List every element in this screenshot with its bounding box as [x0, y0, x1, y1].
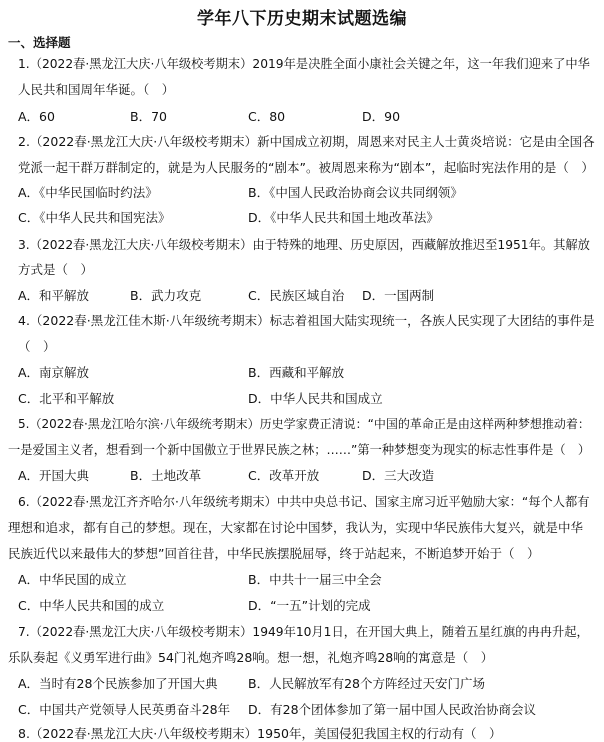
section-heading: 一、选择题	[8, 35, 71, 50]
q2-option-a[interactable]: A．《中华民国临时约法》	[18, 185, 158, 200]
q6-line-1: 6.（2022春·黑龙江齐齐哈尔·八年级统考期末）中共中央总书记、国家主席习近平勉励大家：“每个人都有	[18, 495, 590, 509]
q6-line-3: 民族近代以来最伟大的梦想”回首往昔，中华民族摆脱屈辱，终于站起来，不断追梦开始于（ ）	[8, 546, 540, 561]
q5-option-d[interactable]: D．三大改造	[362, 468, 435, 483]
q4-line-2: （ ）	[18, 339, 56, 354]
q7-option-a[interactable]: A．当时有28个民族参加了开国大典	[18, 676, 218, 691]
q4-option-c[interactable]: C．北平和平解放	[18, 391, 115, 406]
q1-option-c[interactable]: C．80	[248, 109, 286, 124]
q2-line-2: 党派一起干群万群制定的，就是为人民服务的“剧本”。被周恩来称为“剧本”，起临时宪法作用的是（ ）	[18, 160, 594, 175]
q5-option-b[interactable]: B．土地改革	[130, 468, 202, 483]
q1-line-1: 1.（2022春·黑龙江大庆·八年级校考期末）2019年是决胜全面小康社会关键之年，这一年我们迎来了中华	[18, 57, 590, 71]
q1-option-a[interactable]: A．60	[18, 109, 55, 124]
q3-line-2: 方式是（ ）	[18, 262, 94, 277]
q2-line-1: 2.（2022春·黑龙江大庆·八年级校考期末）新中国成立初期，周恩来对民主人士黄炎培说：它是由全国各	[18, 134, 595, 149]
q7-line-2: 乐队奏起《义勇军进行曲》54门礼炮齐鸣28响。想一想，礼炮齐鸣28响的寓意是（ ）	[8, 650, 494, 665]
q2-option-c[interactable]: C．《中华人民共和国宪法》	[18, 210, 171, 225]
q7-option-b[interactable]: B．人民解放军有28个方阵经过天安门广场	[248, 676, 485, 691]
q1-option-d[interactable]: D．90	[362, 109, 401, 124]
q1-line-2: 人民共和国周年华诞。（ ）	[18, 82, 175, 97]
q6-option-d[interactable]: D．“一五”计划的完成	[248, 598, 371, 613]
q5-line-2: 一是爱国主义者，想看到一个新中国傲立于世界民族之林；……”第一种梦想变为现实的标志性事件是（ ）	[8, 443, 591, 457]
q2-option-d[interactable]: D．《中华人民共和国土地改革法》	[248, 210, 439, 225]
q4-line-1: 4.（2022春·黑龙江佳木斯·八年级统考期末）标志着祖国大陆实现统一，各族人民实现了大团结的事件是	[18, 313, 595, 328]
q7-option-d[interactable]: D．有28个团体参加了第一届中国人民政治协商会议	[248, 702, 537, 717]
q6-option-a[interactable]: A．中华民国的成立	[18, 572, 127, 587]
q6-option-c[interactable]: C．中华人民共和国的成立	[18, 598, 165, 613]
q4-option-a[interactable]: A．南京解放	[18, 365, 90, 380]
q8-line-1: 8.（2022春·黑龙江大庆·八年级校考期末）1950年，美国侵犯我国主权的行动有（ ）	[18, 726, 502, 741]
q3-option-c[interactable]: C．民族区域自治	[248, 288, 345, 303]
q3-line-1: 3.（2022春·黑龙江大庆·八年级校考期末）由于特殊的地理、历史原因，西藏解放推迟至1951年。其解放	[18, 238, 590, 252]
q3-option-d[interactable]: D．一国两制	[362, 288, 435, 303]
q5-option-a[interactable]: A．开国大典	[18, 468, 90, 483]
q2-option-b[interactable]: B．《中国人民政治协商会议共同纲领》	[248, 185, 463, 200]
q5-option-c[interactable]: C．改革开放	[248, 468, 320, 483]
q5-line-1: 5.（2022春·黑龙江哈尔滨·八年级统考期末）历史学家费正清说：“中国的革命正是由这样两种梦想推动着：	[18, 417, 590, 431]
page-title: 学年八下历史期末试题选编	[197, 9, 407, 29]
q7-line-1: 7.（2022春·黑龙江大庆·八年级校考期末）1949年10月1日，在开国大典上，随着五星红旗的冉冉升起，	[18, 625, 589, 639]
q4-option-b[interactable]: B．西藏和平解放	[248, 365, 345, 380]
q3-option-a[interactable]: A．和平解放	[18, 288, 90, 303]
q1-option-b[interactable]: B．70	[130, 109, 167, 124]
q3-option-b[interactable]: B．武力攻克	[130, 288, 202, 303]
q4-option-d[interactable]: D．中华人民共和国成立	[248, 391, 383, 406]
q6-option-b[interactable]: B．中共十一届三中全会	[248, 572, 382, 587]
q7-option-c[interactable]: C．中国共产党领导人民英勇奋斗28年	[18, 702, 231, 717]
q6-line-2: 理想和追求，都有自己的梦想。现在，大家都在讨论中国梦，我认为，实现中华民族伟大复兴，就是中华	[8, 520, 584, 535]
